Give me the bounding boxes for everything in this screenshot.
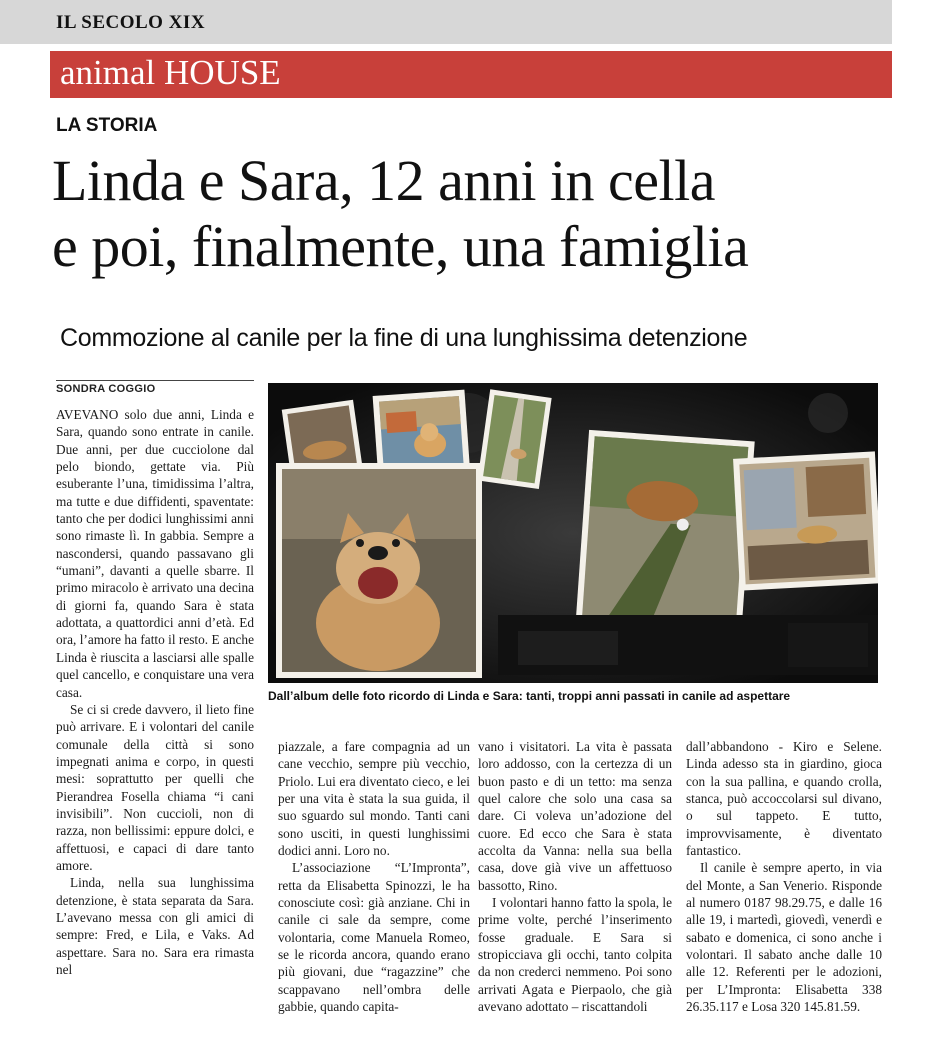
photo-collage [268,383,878,683]
paragraph: L’associazione “L’Impronta”, retta da Elisabetta Spinozzi, le ha conosciute così: già anziane. Chi in canile ci sale da sempre, come volontaria, come Manuela Romeo, se le ricorda ancora, quando erano più giovani, due “ragazzine” che scappavano nell’ombra delle gabbie, quando capita- [278,860,470,1015]
column-2 [278,738,470,1016]
photo-thumb-5 [733,451,878,590]
byline-rule [56,380,254,381]
headline-line-1: Linda e Sara, 12 anni in cella [52,148,716,213]
paragraph: piazzale, a fare compagnia ad un cane vecchio, sempre più vecchio, Priolo. Lui era diventato cieco, e lei per una vita è stata la sua guida, il suo sguardo sul mondo. Tanti cani sono usciti, in questi lunghissimi dodici anni. Loro no. [278,739,470,859]
photo-thumb-3 [477,389,551,489]
subheadline: Commozione al canile per la fine di una lunghissima detenzione [60,324,748,352]
paragraph: Se ci si crede davvero, il lieto fine può arrivare. E i volontari del canile comunale della città si sono impegnati anima e corpo, in questi mesi: soprattutto per quelli che Pierandrea Fosella chiama “i cani invisibili”. Non cuccioli, non di razza, non bellissimi: eppure dolci, e affettuosi, e capaci di dare tanto amore. [56,701,254,873]
masthead [0,0,892,44]
section-bar [50,51,892,98]
column-3 [478,738,672,1016]
photo-main-dog [276,463,482,678]
dog-photos-illustration [268,383,878,683]
paragraph: AVEVANO solo due anni, Linda e Sara, quando sono entrate in canile. Due anni, per due cucciolone dal pelo biondo, gettate via. Più esuberante l’una, timidissima l’altra, ma tutte e due diffidenti, spaventate: tanto che per dodici lunghissimi anni sono rimaste lì. In gabbia. Sempre a nascondersi, quando passavano gli “umani”, davanti a quelle sbarre. Il primo miracolo è arrivato una decina di giorni fa, quando Sara è stata adottata, a quattordici anni d’età. Ed ora, l’amore ha fatto il resto. E anche Linda è riuscita a lasciarsi alle spalle quel cancello, e conquistare una vera casa. [56,407,254,700]
article-kicker: LA STORIA [56,115,158,136]
paragraph: Linda, nella sua lunghissima detenzione, è stata separata da Sara. L’avevano messa con gli amici di sempre: Fred, e Lila, e Vaks. Ad aspettare. Sara no. Sara era rimasta nel [56,875,254,977]
headline-line-2: e poi, finalmente, una famiglia [52,214,749,279]
paragraph: vano i visitatori. La vita è passata loro addosso, con la certezza di un buon pasto e di un tetto: ma senza quel calore che solo una casa sa dare. Ci voleva un’adozione del cuore. Ed ecco che Sara è stata accolta da Vanna: nella sua bella casa, dove già vive un affettuoso bassotto, Rino. [478,739,672,893]
paragraph: I volontari hanno fatto la spola, le prime volte, perché l’inserimento fosse graduale. E Sara si stropicciava gli occhi, tanto colpita da non crederci nemmeno. Poi sono arrivati Agata e Pierpaolo, che già avevano adottato – riscattandoli [478,895,672,1015]
paragraph: dall’abbandono - Kiro e Selene. Linda adesso sta in giardino, gioca con la sua pallina, e quando crolla, stanca, può accoccolarsi sul divano, o sul tappeto. E tutto, improvvisamente, è diventato fantastico. [686,739,882,859]
headline [52,148,902,280]
photo-caption: Dall’album delle foto ricordo di Linda e Sara: tanti, troppi anni passati in canile ad aspettare [268,689,791,703]
section-label: animal HOUSE [60,53,281,92]
paragraph: Il canile è sempre aperto, in via del Monte, a San Venerio. Risponde al numero 0187 98.29.75, e dalle 16 alle 19, i martedì, giovedì, venerdì e sabato e domenica, ci sono anche i volontari. Il sabato anche dalle 10 alle 12. Referenti per le adozioni, per L’Impronta: Elisabetta 338 26.35.117 e Losa 320 145.81.59. [686,860,882,1015]
newspaper-name: IL SECOLO XIX [56,12,206,33]
column-1 [56,406,254,978]
byline: SONDRA COGGIO [56,383,156,395]
column-4 [686,738,882,1016]
